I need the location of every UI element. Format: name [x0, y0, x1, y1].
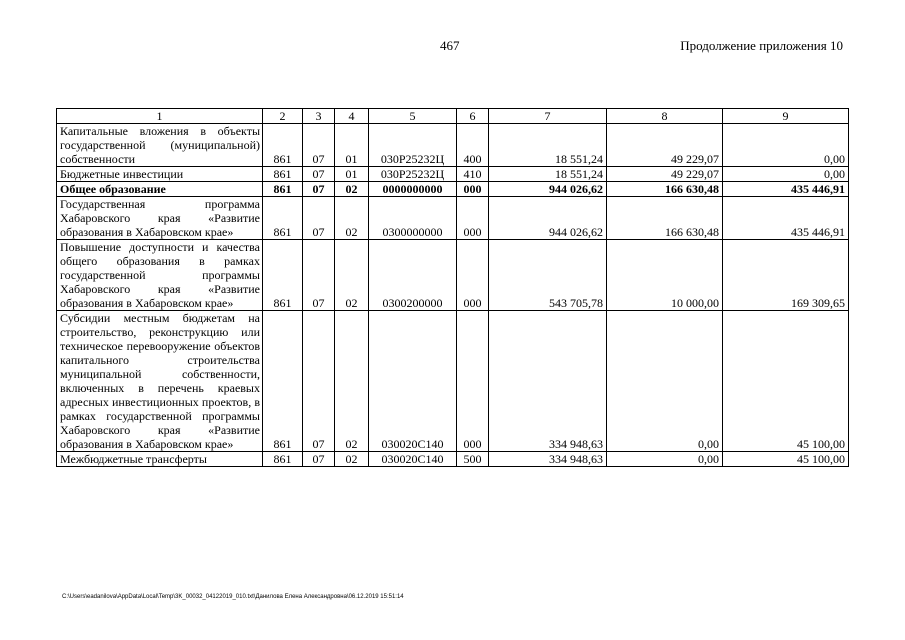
- cell-subsection: 02: [335, 452, 369, 467]
- cell-ministry-code: 861: [263, 124, 303, 167]
- cell-ministry-code: 861: [263, 182, 303, 197]
- cell-amount-9: 169 309,65: [723, 240, 849, 311]
- cell-expense-type: 410: [457, 167, 489, 182]
- column-number-row: [57, 109, 849, 124]
- cell-section: 07: [303, 240, 335, 311]
- cell-amount-9: 0,00: [723, 167, 849, 182]
- page-number: 467: [440, 38, 460, 53]
- row-name: Общее образование: [57, 182, 263, 197]
- appendix-continuation-label: Продолжение приложения 10: [680, 38, 843, 53]
- cell-amount-9: 435 446,91: [723, 182, 849, 197]
- row-name: Повышение доступности и качества общего образования в рамках государственной программы Хабаровского края «Развитие образования в Хабаровском крае»: [57, 240, 263, 311]
- cell-amount-7: 944 026,62: [489, 197, 607, 240]
- table-row: [57, 182, 849, 197]
- cell-section: 07: [303, 197, 335, 240]
- cell-section: 07: [303, 311, 335, 452]
- cell-section: 07: [303, 182, 335, 197]
- col-header-6: 6: [457, 109, 489, 124]
- cell-expense-type: 400: [457, 124, 489, 167]
- cell-amount-9: 435 446,91: [723, 197, 849, 240]
- cell-amount-8: 0,00: [607, 311, 723, 452]
- cell-subsection: 02: [335, 182, 369, 197]
- cell-ministry-code: 861: [263, 311, 303, 452]
- cell-amount-7: 334 948,63: [489, 311, 607, 452]
- col-header-7: 7: [489, 109, 607, 124]
- cell-target-article: 030020С140: [369, 452, 457, 467]
- cell-ministry-code: 861: [263, 452, 303, 467]
- cell-subsection: 01: [335, 124, 369, 167]
- row-name: Субсидии местным бюджетам на строительство, реконструкцию или техническое перевооружение объектов капитального строительства муниципальной собственности, включенных в перечень краевых адресных инвестиционных проектов, в рамках государственной программы Хабаровского края «Развитие образования в Хабаровском крае»: [57, 311, 263, 452]
- cell-amount-9: 0,00: [723, 124, 849, 167]
- cell-section: 07: [303, 167, 335, 182]
- cell-amount-8: 49 229,07: [607, 167, 723, 182]
- col-header-4: 4: [335, 109, 369, 124]
- col-header-5: 5: [369, 109, 457, 124]
- cell-amount-8: 10 000,00: [607, 240, 723, 311]
- col-header-8: 8: [607, 109, 723, 124]
- row-name: Капитальные вложения в объекты государственной (муниципальной) собственности: [57, 124, 263, 167]
- file-path-footer: C:\Users\eadanilova\AppData\Local\Temp\3K_00032_04122019_010.txt\Данилова Елена Александровна\06.12.2019 15:51:14: [62, 594, 404, 600]
- cell-amount-8: 49 229,07: [607, 124, 723, 167]
- col-header-1: 1: [57, 109, 263, 124]
- cell-amount-9: 45 100,00: [723, 452, 849, 467]
- row-name: Бюджетные инвестиции: [57, 167, 263, 182]
- cell-expense-type: 000: [457, 311, 489, 452]
- cell-amount-8: 0,00: [607, 452, 723, 467]
- cell-expense-type: 000: [457, 182, 489, 197]
- table-row: [57, 167, 849, 182]
- cell-amount-9: 45 100,00: [723, 311, 849, 452]
- col-header-9: 9: [723, 109, 849, 124]
- cell-target-article: 0300200000: [369, 240, 457, 311]
- cell-subsection: 02: [335, 240, 369, 311]
- col-header-2: 2: [263, 109, 303, 124]
- row-name: Межбюджетные трансферты: [57, 452, 263, 467]
- cell-section: 07: [303, 452, 335, 467]
- cell-amount-7: 944 026,62: [489, 182, 607, 197]
- cell-amount-7: 334 948,63: [489, 452, 607, 467]
- cell-subsection: 02: [335, 311, 369, 452]
- cell-ministry-code: 861: [263, 197, 303, 240]
- cell-amount-8: 166 630,48: [607, 182, 723, 197]
- budget-table: [56, 108, 849, 467]
- cell-amount-8: 166 630,48: [607, 197, 723, 240]
- cell-target-article: 030P25232Ц: [369, 124, 457, 167]
- cell-expense-type: 000: [457, 240, 489, 311]
- cell-target-article: 0300000000: [369, 197, 457, 240]
- table-row: [57, 240, 849, 311]
- cell-amount-7: 543 705,78: [489, 240, 607, 311]
- cell-subsection: 02: [335, 197, 369, 240]
- cell-ministry-code: 861: [263, 167, 303, 182]
- cell-target-article: 0000000000: [369, 182, 457, 197]
- col-header-3: 3: [303, 109, 335, 124]
- cell-amount-7: 18 551,24: [489, 124, 607, 167]
- cell-amount-7: 18 551,24: [489, 167, 607, 182]
- cell-section: 07: [303, 124, 335, 167]
- cell-target-article: 030P25232Ц: [369, 167, 457, 182]
- cell-expense-type: 000: [457, 197, 489, 240]
- cell-expense-type: 500: [457, 452, 489, 467]
- table-row: [57, 124, 849, 167]
- cell-target-article: 030020С140: [369, 311, 457, 452]
- table-row: [57, 197, 849, 240]
- table-row: [57, 311, 849, 452]
- cell-ministry-code: 861: [263, 240, 303, 311]
- table-row: [57, 452, 849, 467]
- cell-subsection: 01: [335, 167, 369, 182]
- row-name: Государственная программа Хабаровского края «Развитие образования в Хабаровском крае»: [57, 197, 263, 240]
